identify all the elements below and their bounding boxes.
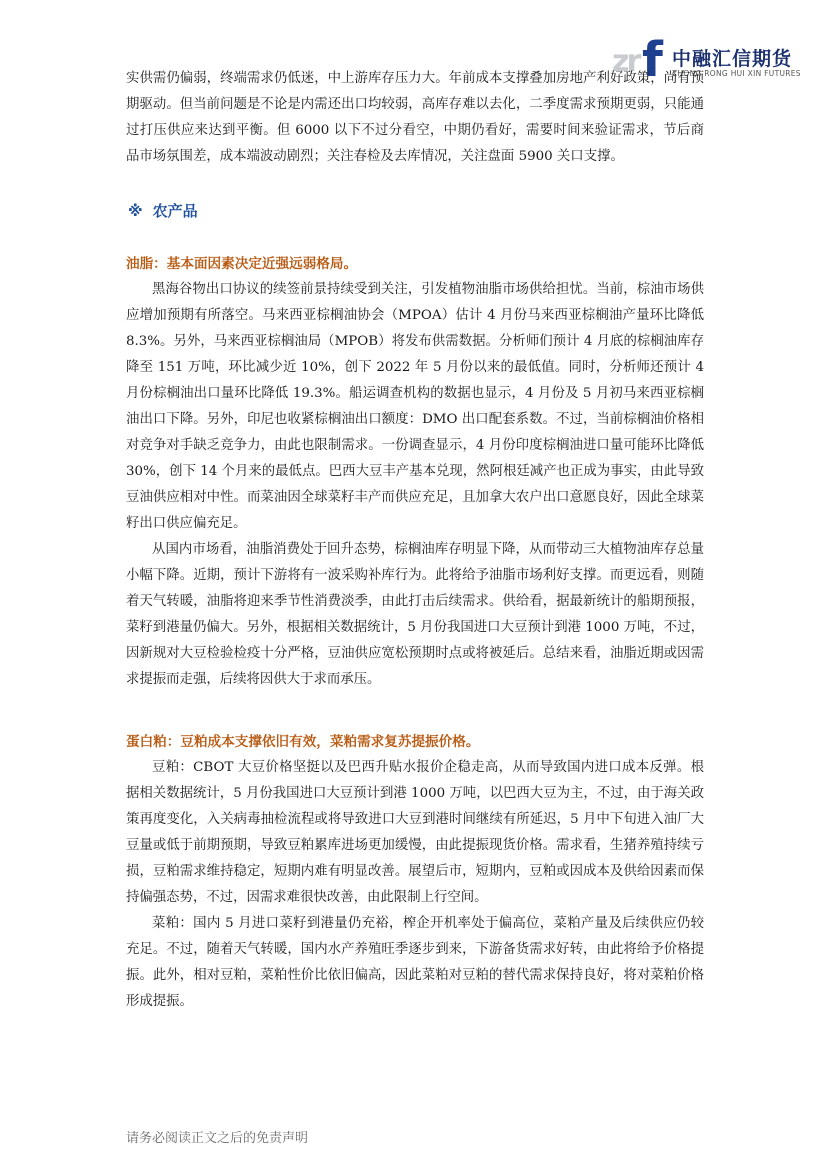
meal-paragraph-rapeseed: 菜粕：国内 5 月进口菜籽到港量仍充裕，榨企开机率处于偏高位，菜粕产量及后续供应仍较充足。不过，随着天气转暖，国内水产养殖旺季逐步到来，下游备货需求好转，由此将给予价格提振。此外，相对豆粕，菜粕性价比依旧偏高，因此菜粕对豆粕的替代需求保持良好，将对菜粕价格形成提振。: [126, 916, 704, 1009]
meal-heading: 蛋白粕：豆粕成本支撑依旧有效，菜粕需求复苏提振价格。: [126, 734, 480, 750]
logo-zr-text: zr: [612, 44, 639, 79]
oils-paragraph-1: 黑海谷物出口协议的续签前景持续受到关注，引发植物油脂市场供给担忧。当前，棕油市场供应增加预期有所落空。马来西亚棕榈油协会（MPOA）估计 4 月份马来西亚棕榈油产量环比降低 8.3%。另外，马来西亚棕榈油局（MPOB）将发布供需数据。分析师们预计 4 月底的棕榈油库存降至 151 万吨，环比减少近 10%，创下 2022 年 5 月份以来的最低值。同时，分析师还预计 4 月份棕榈油出口量环比降低 19.3%。船运调查机构的数据也显示，4 月份及 5 月初马来西亚棕榈油出口下降。另外，印尼也收紧棕榈油出口额度：DMO 出口配套系数。不过，当前棕榈油价格相对竞争对手缺乏竞争力，由此也限制需求。一份调查显示，4 月份印度棕榈油进口量可能环比降低 30%，创下 14 个月来的最低点。巴西大豆丰产基本兑现，然阿根廷减产也正成为事实，由此导致豆油供应相对中性。而菜油因全球菜籽丰产而供应充足，且加拿大农户出口意愿良好，因此全球菜籽出口供应偏充足。: [126, 282, 704, 531]
disclaimer-footer: 请务必阅读正文之后的免责声明: [126, 1131, 309, 1146]
report-body: [126, 66, 704, 1015]
oils-paragraph-2: 从国内市场看，油脂消费处于回升态势，棕榈油库存明显下降，从而带动三大植物油库存总量小幅下降。近期，预计下游将有一波采购补库行为。此将给予油脂市场利好支撑。而更远看，则随着天气转暖，油脂将迎来季节性消费淡季，由此打击后续需求。供给看，据最新统计的船期预报，菜籽到港量仍偏大。另外，根据相关数据统计，5 月份我国进口大豆预计到港 1000 万吨，不过，因新规对大豆检验检疫十分严格，豆油供应宽松预期时点或将被延后。总结来看，油脂近期或因需求提振而走强，后续将因供大于求而承压。: [126, 542, 704, 687]
logo-f-letter: f: [642, 32, 663, 88]
section-title: 农产品: [152, 202, 198, 220]
meal-paragraph-soymeal: 豆粕：CBOT 大豆价格坚挺以及巴西升贴水报价企稳走高，从而导致国内进口成本反弹。根据相关数据统计，5 月份我国进口大豆预计到港 1000 万吨，以巴西大豆为主，不过，由于海关政策再度变化，入关病毒抽检流程或将导致进口大豆到港时间继续有所延迟，5 月中下旬进入油厂大豆量或低于前期预期，导致豆粕累库进场更加缓慢，由此提振现货价格。需求看，生猪养殖持续亏损，豆粕需求维持稳定，短期内难有明显改善。展望后市，短期内，豆粕或因成本及供给因素而保持偏强态势，不过，因需求难很快改善，由此限制上行空间。: [126, 760, 704, 905]
company-name-en: ZHONG RONG HUI XIN FUTURES: [672, 69, 801, 78]
intro-paragraph: 实供需仍偏弱，终端需求仍低迷，中上游库存压力大。年前成本支撑叠加房地产利好政策，尚有预期驱动。但当前问题是不论是内需还出口均较弱，高库存难以去化，二季度需求预期更弱，只能通过打压供应来达到平衡。但 6000 以下不过分看空，中期仍看好，需要时间来验证需求，节后商品市场氛围差，成本端波动剧烈；关注春检及去库情况，关注盘面 5900 关口支撑。: [126, 71, 704, 164]
reference-mark-icon: ※: [128, 202, 143, 220]
company-name-cn: 中融汇信期货: [672, 48, 793, 70]
section-heading: [126, 200, 704, 221]
oils-heading: 油脂：基本面因素决定近强远弱格局。: [126, 256, 358, 272]
